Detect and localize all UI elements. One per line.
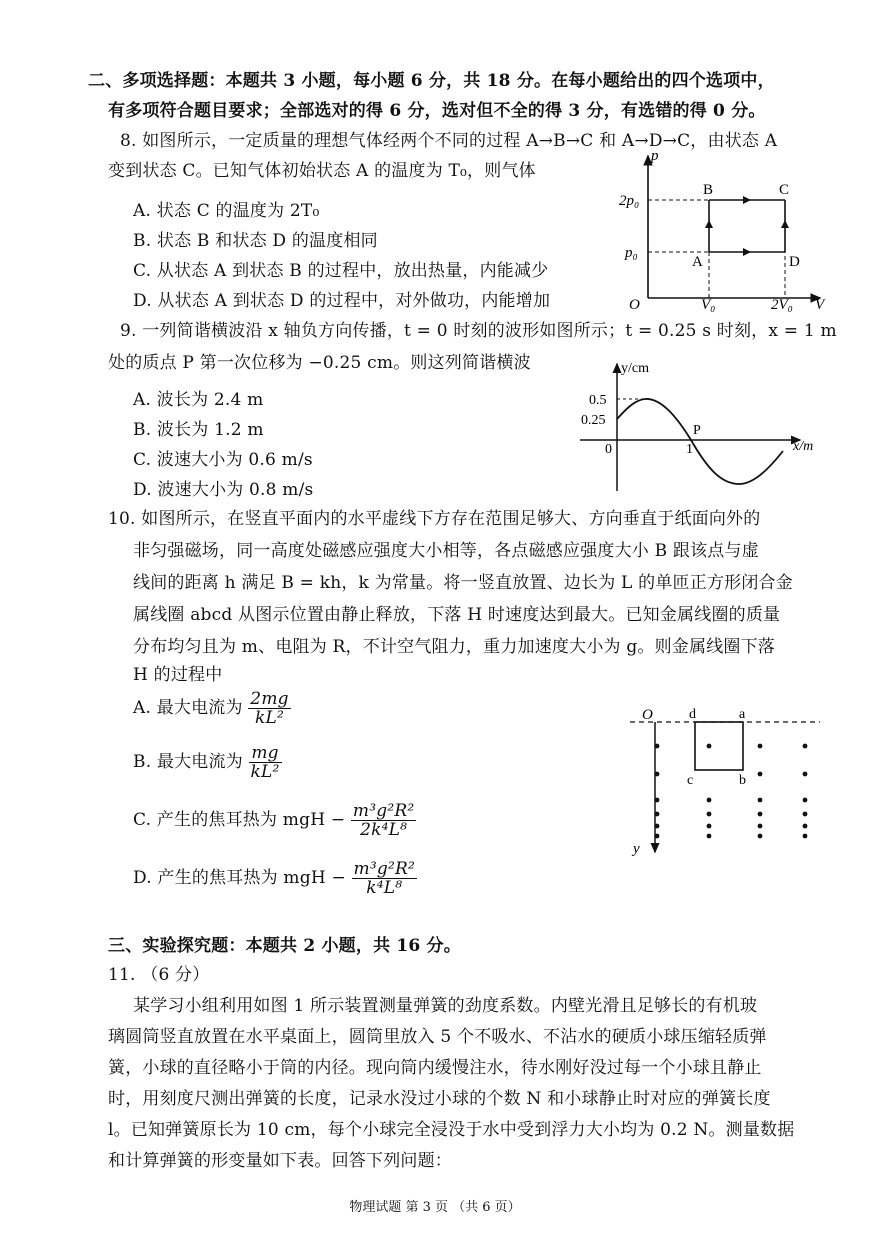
q8-point-a: A — [692, 254, 703, 270]
q11-heading: 11. （6 分） — [108, 965, 210, 985]
q9-y-tick-0.5: 0.5 — [589, 393, 607, 408]
q10-option-b — [133, 742, 282, 782]
q10-option-a — [133, 688, 291, 728]
q8-point-c: C — [779, 182, 790, 198]
q10-option-c-numerator: m³g²R² — [352, 801, 415, 821]
q10-option-c-label: C. 产生的焦耳热为 mgH − — [133, 810, 346, 830]
q10-stem-line-5: 分布均匀且为 m、电阻为 R，不计空气阻力，重力加速度大小为 g。则金属线圈下落 — [133, 637, 776, 657]
q9-stem-line-2: 处的质点 P 第一次位移为 −0.25 cm。则这列简谐横波 — [108, 353, 531, 373]
q11-paragraph-line-5: l。已知弹簧原长为 10 cm，每个小球完全浸没于水中受到浮力大小均为 0.2 N。测量数据 — [108, 1120, 795, 1140]
q10-option-c-denominator: 2k⁴L⁸ — [360, 820, 408, 840]
q10-y-axis-label: y — [633, 841, 640, 857]
q8-p0-label: p₀ — [625, 245, 638, 261]
q8-point-b: B — [703, 182, 714, 198]
q10-option-d-label: D. 产生的焦耳热为 mgH − — [133, 868, 346, 888]
q10-corner-a: a — [739, 707, 746, 722]
q9-option-a: A. 波长为 2.4 m — [133, 390, 264, 410]
q10-stem-line-3: 线间的距离 h 满足 B = kh，k 为常量。将一竖直放置、边长为 L 的单匝正方形闭合金 — [133, 573, 793, 593]
q10-option-d-numerator: m³g²R² — [353, 859, 415, 879]
q11-paragraph-line-2: 璃圆筒竖直放置在水平桌面上，圆筒里放入 5 个不吸水、不沾水的硬质小球压缩轻质弹 — [108, 1027, 767, 1047]
q8-point-d: D — [789, 254, 800, 270]
q9-x-axis-label: x/m — [793, 439, 814, 454]
q10-origin-label: O — [642, 707, 653, 723]
section-3-title: 三、实验探究题：本题共 2 小题，共 16 分。 — [108, 936, 461, 956]
q10-stem-line-4: 属线圈 abcd 从图示位置由静止释放，下落 H 时速度达到最大。已知金属线圈的质量 — [133, 605, 781, 625]
q8-option-a: A. 状态 C 的温度为 2T₀ — [133, 201, 320, 221]
q8-v0-label: V₀ — [701, 297, 716, 313]
q10-option-d — [133, 858, 417, 898]
q9-y-axis-label: y/cm — [621, 361, 649, 376]
q10-corner-c: c — [687, 773, 694, 788]
q11-paragraph-line-1: 某学习小组利用如图 1 所示装置测量弹簧的劲度系数。内壁光滑且足够长的有机玻 — [133, 996, 758, 1016]
q10-field-dots — [655, 744, 808, 839]
q10-option-c-fraction — [351, 802, 416, 839]
page-footer: 物理试题 第 3 页 （共 6 页） — [349, 1200, 521, 1215]
q8-p-axis-label: p — [651, 148, 659, 164]
q10-option-a-denominator: kL² — [255, 708, 285, 728]
q9-wave-diagram — [575, 356, 825, 496]
q8-2p0-label: 2p₀ — [619, 193, 640, 209]
q8-option-b: B. 状态 B 和状态 D 的温度相同 — [133, 231, 378, 251]
q8-origin-label: O — [629, 297, 640, 313]
q9-stem-line-1: 9. 一列简谐横波沿 x 轴负方向传播，t = 0 时刻的波形如图所示；t = 0.25 s 时刻，x = 1 m — [120, 321, 837, 341]
q10-option-a-numerator: 2mg — [250, 689, 289, 709]
q11-paragraph-line-3: 簧，小球的直径略小于筒的内径。现向筒内缓慢注水，待水刚好没过每一个小球且静止 — [108, 1058, 762, 1078]
q10-stem-line-6: H 的过程中 — [133, 665, 223, 685]
q10-option-a-fraction — [248, 690, 290, 727]
q10-option-b-label: B. 最大电流为 — [133, 752, 243, 772]
q10-option-b-fraction — [249, 744, 282, 781]
q10-stem-line-2: 非匀强磁场，同一高度处磁感应强度大小相等，各点磁感应强度大小 B 跟该点与虚 — [133, 541, 759, 561]
q8-option-c: C. 从状态 A 到状态 B 的过程中，放出热量，内能减少 — [133, 261, 549, 281]
q8-2v0-label: 2V₀ — [771, 297, 793, 313]
q9-wave-curve — [617, 399, 783, 484]
q9-x-tick-1: 1 — [686, 442, 693, 457]
q8-option-d: D. 从状态 A 到状态 D 的过程中，对外做功，内能增加 — [133, 291, 551, 311]
q10-option-d-fraction — [352, 860, 417, 897]
q9-point-p: P — [693, 423, 701, 438]
q8-pv-diagram — [615, 148, 830, 313]
q9-y-tick-0.25: 0.25 — [581, 413, 606, 428]
q10-field-diagram — [625, 700, 825, 860]
q9-origin-label: 0 — [605, 442, 612, 457]
q11-paragraph-line-6: 和计算弹簧的形变量如下表。回答下列问题： — [108, 1151, 452, 1171]
q10-option-d-denominator: k⁴L⁸ — [366, 878, 403, 898]
q10-option-a-label: A. 最大电流为 — [133, 698, 243, 718]
q11-paragraph-line-4: 时，用刻度尺测出弹簧的长度，记录水没过小球的个数 N 和小球静止时对应的弹簧长度 — [108, 1089, 771, 1109]
q9-option-b: B. 波长为 1.2 m — [133, 420, 264, 440]
q10-option-b-denominator: kL² — [250, 762, 280, 782]
q9-option-c: C. 波速大小为 0.6 m/s — [133, 450, 313, 470]
q10-option-c — [133, 800, 416, 840]
q9-option-d: D. 波速大小为 0.8 m/s — [133, 480, 314, 500]
section-2-line-2: 有多项符合题目要求；全部选对的得 6 分，选对但不全的得 3 分，有选错的得 0 分。 — [108, 101, 766, 121]
section-2-line-1: 二、多项选择题：本题共 3 小题，每小题 6 分，共 18 分。在每小题给出的四个选项中， — [88, 71, 775, 91]
q8-stem-line-1: 8. 如图所示，一定质量的理想气体经两个不同的过程 A→B→C 和 A→D→C，由状态 A — [120, 131, 778, 151]
q10-option-b-numerator: mg — [249, 744, 282, 763]
q8-stem-line-2: 变到状态 C。已知气体初始状态 A 的温度为 T₀，则气体 — [108, 161, 536, 181]
q8-v-axis-label: V — [815, 297, 825, 313]
q10-corner-b: b — [739, 773, 746, 788]
q10-corner-d: d — [689, 707, 696, 722]
q10-stem-line-1: 10. 如图所示，在竖直平面内的水平虚线下方存在范围足够大、方向垂直于纸面向外的 — [108, 509, 761, 529]
